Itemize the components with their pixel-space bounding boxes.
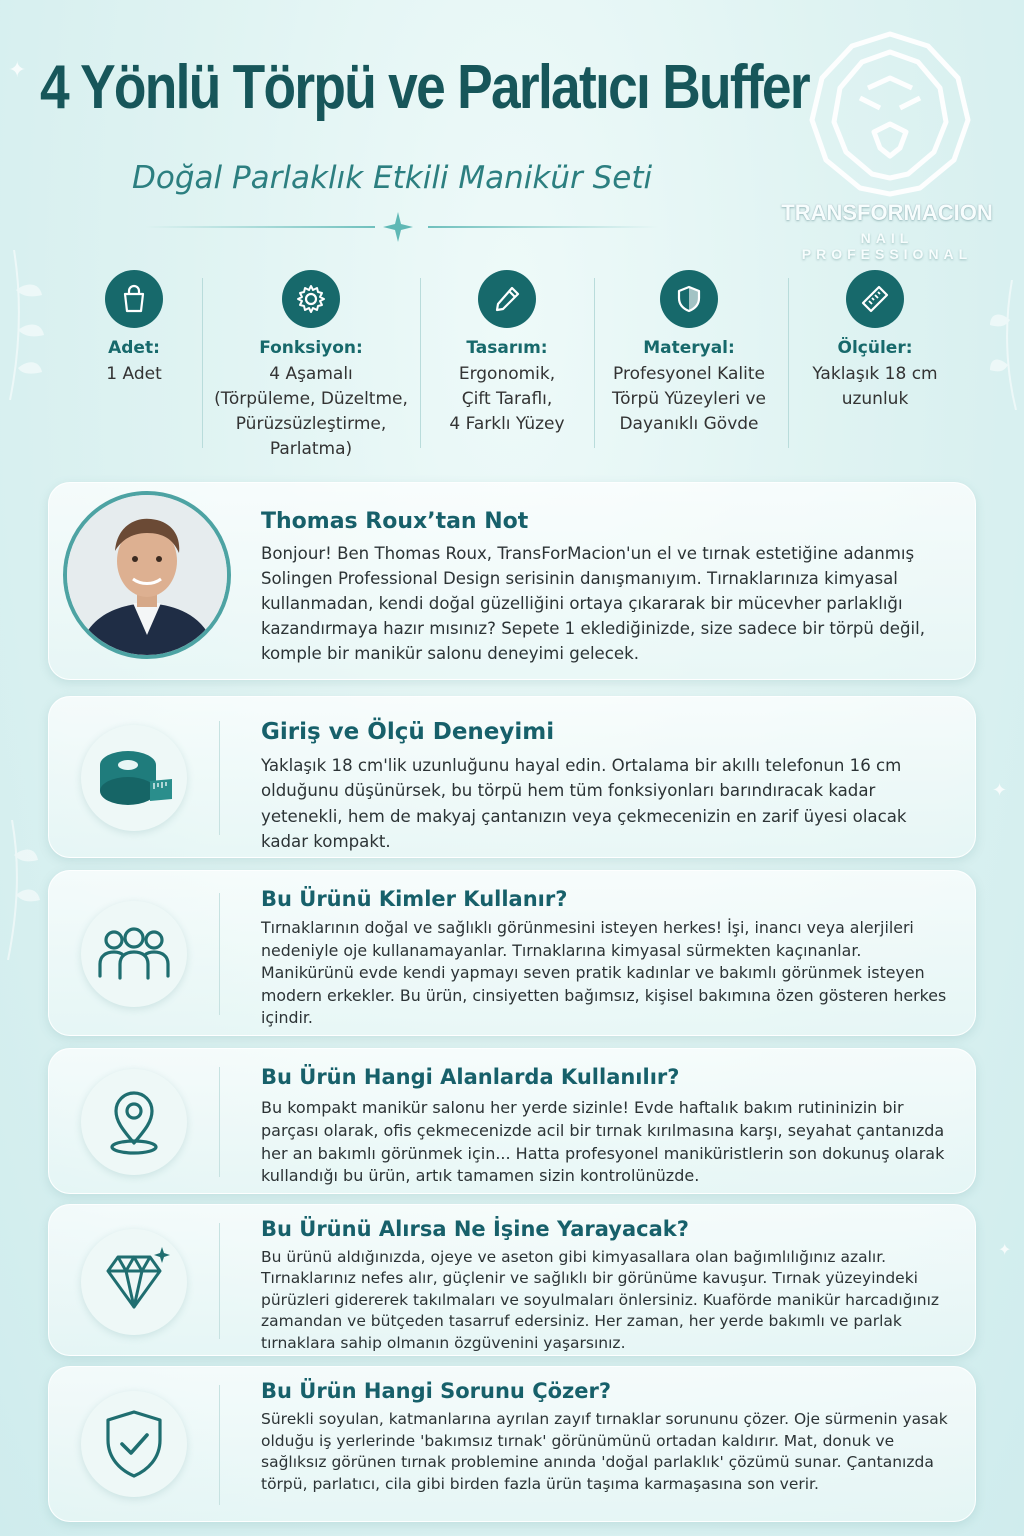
info-card <box>48 1204 976 1356</box>
shield-icon <box>660 270 718 328</box>
divider-line <box>420 278 421 448</box>
ruler-icon <box>846 270 904 328</box>
people-icon <box>81 901 187 1007</box>
note-card <box>48 482 976 680</box>
spec-label: Adet: <box>108 338 160 358</box>
spec-value: Ergonomik, Çift Taraflı, 4 Farklı Yüzey <box>449 364 565 434</box>
spec-function <box>212 270 410 462</box>
gear-icon <box>282 270 340 328</box>
spec-quantity <box>78 270 190 387</box>
card-title: Bu Ürün Hangi Sorunu Çözer? <box>261 1379 612 1403</box>
divider-line <box>219 893 220 1015</box>
spec-dimensions <box>800 270 950 412</box>
brand-logo <box>772 28 1002 262</box>
card-body: Sürekli soyulan, katmanlarına ayrılan zayıf tırnaklar sorununu çözer. Oje sürmenin yasak olduğu iş yerlerinde 'bakımsız tırnak' görünümünü ortadan kaldırır. Mat, donuk ve sağlıksız görünen tırnak problemine anında 'doğal parlaklık' çözümü sunar. Çantanızda törpü, parlatıcı, cila gibi birden fazla ürün taşıma karmaşasına son verir. <box>261 1410 948 1493</box>
spec-row <box>48 270 978 470</box>
page-subtitle: Doğal Parlaklık Etkili Manikür Seti <box>132 160 653 196</box>
sparkle-icon: ✦ <box>8 58 27 83</box>
diamond-icon <box>81 1229 187 1335</box>
spec-label: Tasarım: <box>466 338 548 358</box>
card-body: Bu ürünü aldığınızda, ojeye ve aseton gibi kimyasallara olan bağımlılığınız azalır. Tırnaklarınız nefes alır, güçlenir ve sağlıklı bir görünüme kavuşur. Tırnak yüzeyindeki pürüzleri gidererek takılmaları ve soyulmaları önlersiniz. Kuaförde manikür harcadığınız zamandan ve bütçeden tasarruf edersiniz. Her zaman, her yerde bakımlı ve parlak tırnaklara sahip olmanın özgüvenini yaşarsınız. <box>261 1248 940 1352</box>
pen-icon <box>478 270 536 328</box>
spec-value: 4 Aşamalı (Törpüleme, Düzeltme, Pürüzsüzleştirme, Parlatma) <box>214 364 408 459</box>
divider-star-icon <box>383 212 413 242</box>
divider-line <box>594 278 595 448</box>
spec-value: Yaklaşık 18 cm uzunluk <box>812 364 938 409</box>
info-card <box>48 696 976 858</box>
shield-check-icon <box>81 1391 187 1497</box>
info-card <box>48 870 976 1036</box>
measuring-tape-icon <box>81 725 187 831</box>
spec-value: 1 Adet <box>106 364 162 384</box>
portrait-photo <box>63 491 231 659</box>
spec-value: Profesyonel Kalite Törpü Yüzeyleri ve Dayanıklı Gövde <box>612 364 766 434</box>
leaf-decoration-icon <box>0 250 46 400</box>
card-body: Bonjour! Ben Thomas Roux, TransForMacion'un el ve tırnak estetiğine adanmış Solingen Professional Design serisinin danışmanıyım. Tırnaklarınıza kimyasal kullanmadan, kendi doğal güzelliğini ortaya çıkararak bir mücevher parlaklığı kazandırmaya hazır mısınız? Sepete 1 eklediğinizde, size sadece bir törpü değil, komple bir manikür salonu deneyimi gelecek. <box>261 544 925 663</box>
card-title: Giriş ve Ölçü Deneyimi <box>261 719 555 745</box>
divider-line <box>219 721 220 835</box>
location-pin-icon <box>81 1069 187 1175</box>
divider-line <box>219 1385 220 1505</box>
sparkle-icon: ✦ <box>992 780 1008 801</box>
info-card <box>48 1366 976 1522</box>
info-card <box>48 1048 976 1194</box>
spec-label: Materyal: <box>643 338 735 358</box>
brand-tagline: NAIL PROFESSIONAL <box>801 230 973 262</box>
leaf-decoration-icon <box>0 820 40 960</box>
page-title: 4 Yönlü Törpü ve Parlatıcı Buffer <box>40 53 809 122</box>
spec-design <box>432 270 582 437</box>
divider-line <box>202 278 203 448</box>
divider-line <box>219 1067 220 1177</box>
card-title: Bu Ürün Hangi Alanlarda Kullanılır? <box>261 1065 680 1089</box>
card-body: Yaklaşık 18 cm'lik uzunluğunu hayal edin. Ortalama bir akıllı telefonun 16 cm olduğunu düşünürsek, bu törpü hem tüm fonksiyonları barındıracak kadar yetenekli, hem de makyaj çantanızın veya çekmecenizin en zarif üyesi olacak kadar kompakt. <box>261 756 907 852</box>
divider-line <box>145 226 375 228</box>
card-title: Bu Ürünü Alırsa Ne İşine Yarayacak? <box>261 1217 689 1241</box>
brand-name: TRANSFORMACION <box>781 200 993 225</box>
card-body: Bu kompakt manikür salonu her yerde sizinle! Evde haftalık bakım rutininizin bir parçası olarak, ofis çekmecenizde acil bir tırnak kırılmasına karşı, seyahat çantanızda her an bakımlı görünmek için... Hatta profesyonel maniküristlerin son dokunuş olarak kullandığı bu ürün, artık tamamen sizin kontrolünüzde. <box>261 1098 945 1186</box>
spec-label: Fonksiyon: <box>259 338 363 358</box>
lion-head-icon <box>808 28 972 198</box>
spec-label: Ölçüler: <box>837 338 913 358</box>
leaf-decoration-icon <box>990 280 1024 410</box>
divider-line <box>788 278 789 448</box>
divider-line <box>428 226 658 228</box>
spec-material <box>604 270 774 437</box>
card-title: Bu Ürünü Kimler Kullanır? <box>261 887 568 911</box>
card-body: Tırnaklarının doğal ve sağlıklı görünmesini isteyen herkes! İşi, inancı veya alerjileri nedeniyle oje kullanamayanlar. Tırnaklarına kimyasal sürmekten kaçınanlar. Manikürünü evde kendi yapmayı seven pratik kadınlar ve bakımlı görünmek isteyen modern erkekler. Bu ürün, cinsiyetten bağımsız, kişisel bakımına özen gösteren herkes içindir. <box>261 918 947 1028</box>
shopping-bag-icon <box>105 270 163 328</box>
divider-line <box>219 1223 220 1339</box>
card-title: Thomas Roux’tan Not <box>261 509 529 534</box>
sparkle-icon: ✦ <box>998 1240 1012 1259</box>
